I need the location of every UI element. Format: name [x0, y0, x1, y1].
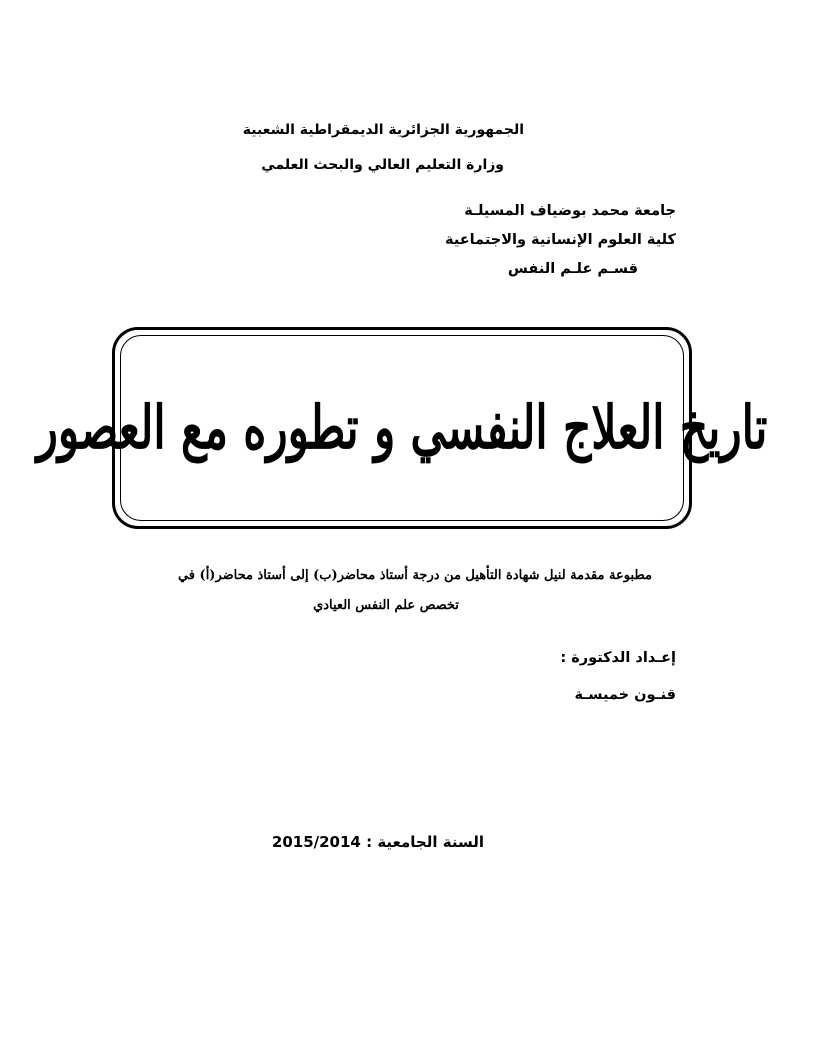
republic-heading: الجمهورية الجزائرية الديمقراطية الشعبية	[242, 122, 524, 138]
title-frame	[36, 327, 768, 529]
academic-year	[271, 833, 484, 851]
ministry-heading: وزارة التعليم العالي والبحث العلمي	[261, 157, 504, 173]
university-name: جامعة محمد بوضياف المسيلـة	[464, 203, 676, 219]
faculty-name: كلية العلوم الإنسانية والاجتماعية	[445, 232, 676, 248]
title-inner-frame	[36, 335, 768, 521]
academic-year-label: السنة الجامعية :	[366, 833, 484, 851]
prepared-by-label: إعـداد الدكتورة :	[560, 650, 676, 666]
document-title: تاريخ العلاج النفسي و تطوره مع العصور	[36, 393, 768, 463]
author-name: قنـون خميسـة	[574, 687, 676, 703]
department-name: قسـم علـم النفس	[507, 261, 638, 277]
academic-year-value: 2015/2014	[271, 833, 361, 851]
description-line-2: تخصص علم النفس العيادي	[313, 598, 459, 613]
description-line-1: مطبوعة مقدمة لنيل شهادة التأهيل من درجة أستاذ محاضر(ب) إلى أستاذ محاضر(أ) في	[177, 568, 652, 583]
